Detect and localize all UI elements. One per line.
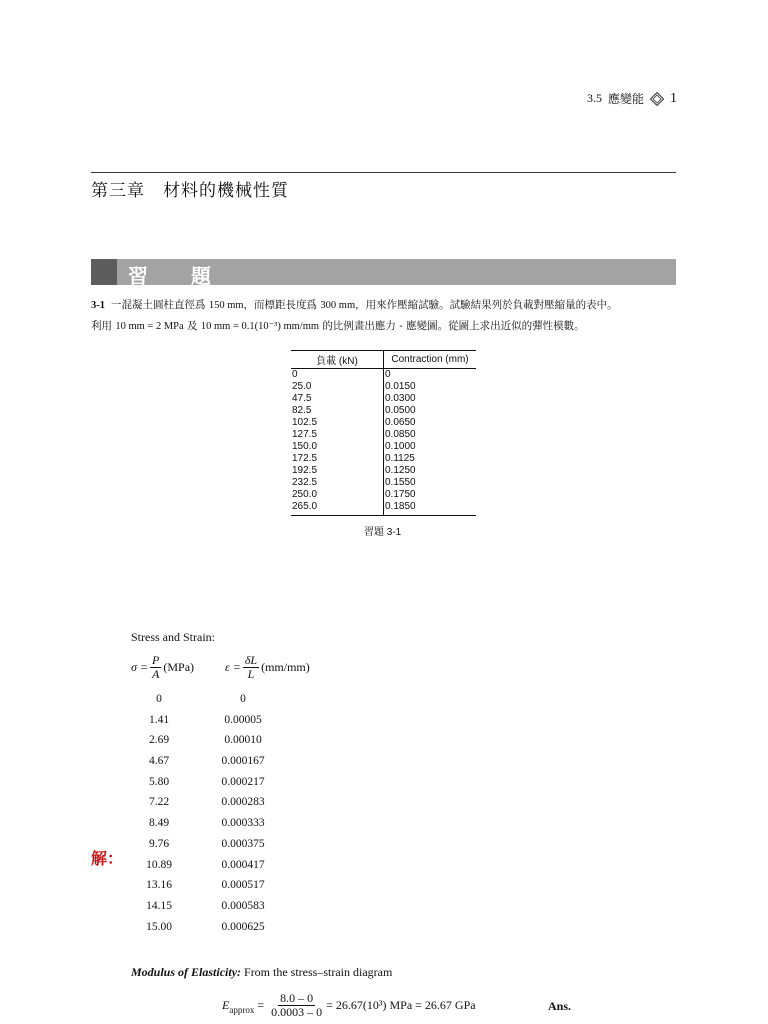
page-number: 1 [670, 90, 677, 106]
table-row [291, 429, 476, 441]
strain-value: 0.000583 [221, 899, 265, 912]
section-number: 3.5 [586, 91, 602, 105]
table-row [291, 453, 476, 465]
stress-numerator: P [152, 653, 160, 667]
load-cell: 150.0 [291, 441, 384, 453]
load-cell: 25.0 [291, 381, 384, 393]
stress-value: 2.69 [148, 734, 170, 747]
problem-text: 的比例畫出應力 - 應變圖。從圖上求出近似的彈性模數。 [319, 320, 585, 332]
load-header: 負載 (kN) [291, 351, 384, 369]
contraction-cell: 0.0650 [385, 417, 416, 428]
strain-value: 0.000375 [221, 837, 265, 850]
stress-formula-lhs: σ = [131, 660, 149, 674]
table-row [291, 369, 476, 382]
table-row [291, 393, 476, 405]
modulus-text: From the stress–strain diagram [241, 965, 393, 979]
stress-unit: (MPa) [163, 660, 195, 674]
table-row [291, 381, 476, 393]
strain-unit: (mm/mm) [261, 660, 310, 674]
stress-value: 0 [156, 693, 162, 705]
exercise-banner-title: 習 題 [128, 264, 229, 288]
problem-text: ，而標距長度爲 [243, 299, 321, 311]
contraction-cell: 0 [385, 369, 391, 380]
contraction-cell: 0.1250 [385, 465, 416, 476]
modulus-fraction [269, 992, 324, 1019]
exercise-banner-tab [91, 259, 117, 285]
contraction-header: Contraction (mm) [384, 351, 477, 369]
strain-formula [225, 654, 310, 681]
chapter-title: 第三章 材料的機械性質 [91, 181, 289, 201]
modulus-equals: = [254, 998, 268, 1012]
table-row [291, 477, 476, 489]
stress-value: 4.67 [148, 755, 170, 768]
stress-scale: 10 mm = 2 MPa [115, 321, 184, 332]
load-cell: 82.5 [291, 405, 384, 417]
load-cell: 0 [291, 369, 384, 382]
stress-values-column [136, 689, 182, 937]
gauge-length-value: 300 mm [320, 300, 356, 311]
stress-value: 7.22 [148, 796, 170, 809]
load-cell: 102.5 [291, 417, 384, 429]
answer-marker: Ans. [548, 999, 572, 1013]
stress-value: 8.49 [148, 817, 170, 830]
table-row [291, 405, 476, 417]
strain-fraction [243, 654, 259, 681]
stress-value: 9.76 [148, 837, 170, 850]
strain-value: 0.000417 [221, 858, 265, 871]
stress-value: 15.00 [146, 920, 172, 933]
load-cell: 47.5 [291, 393, 384, 405]
modulus-denominator: 0.0003 – 0 [271, 1005, 323, 1019]
stress-value: 10.89 [146, 858, 172, 871]
diamond-icon [650, 92, 664, 106]
strain-value: 0 [240, 693, 246, 705]
contraction-cell: 0.1000 [385, 441, 416, 452]
table-caption: 習題 3-1 [364, 527, 402, 538]
strain-numerator: δL [244, 653, 258, 667]
diameter-value: 150 mm [208, 300, 244, 311]
table-row [291, 465, 476, 477]
modulus-subscript: approx [229, 1004, 255, 1015]
strain-value: 0.00010 [224, 734, 262, 747]
modulus-numerator: 8.0 – 0 [280, 991, 314, 1005]
modulus-formula [222, 992, 476, 1019]
modulus-result: = 26.67(10³) MPa = 26.67 GPa [326, 998, 476, 1012]
running-header [587, 90, 677, 107]
stress-formula [131, 654, 194, 681]
stress-fraction [150, 654, 161, 681]
strain-scale: 10 mm = 0.1(10⁻³) mm/mm [200, 321, 320, 332]
strain-denominator: L [247, 667, 255, 681]
solution-label: 解： [91, 849, 124, 868]
modulus-label: Modulus of Elasticity: [131, 965, 242, 979]
contraction-cell: 0.1125 [385, 453, 415, 464]
load-cell: 127.5 [291, 429, 384, 441]
contraction-cell: 0.1750 [385, 489, 416, 500]
strain-value: 0.00005 [224, 713, 262, 726]
stress-value: 13.16 [146, 879, 172, 892]
problem-number: 3-1 [91, 300, 105, 311]
strain-value: 0.000217 [221, 775, 265, 788]
strain-value: 0.000283 [221, 796, 265, 809]
strain-value: 0.000625 [221, 920, 265, 933]
load-cell: 172.5 [291, 453, 384, 465]
strain-values-column [211, 689, 275, 937]
problem-statement [91, 295, 681, 337]
stress-value: 1.41 [148, 713, 170, 726]
problem-text: 利用 [91, 320, 116, 332]
stress-value: 14.15 [146, 899, 172, 912]
table-row [291, 489, 476, 501]
contraction-cell: 0.0150 [385, 381, 416, 392]
contraction-cell: 0.0500 [385, 405, 416, 416]
load-cell: 232.5 [291, 477, 384, 489]
chapter-rule [91, 172, 676, 173]
section-title: 應變能 [607, 92, 644, 106]
contraction-cell: 0.1850 [384, 501, 477, 516]
load-cell: 250.0 [291, 489, 384, 501]
strain-value: 0.000333 [221, 817, 265, 830]
table-row [291, 417, 476, 429]
contraction-cell: 0.0850 [385, 429, 416, 440]
table-row [291, 501, 476, 516]
load-contraction-table [291, 350, 476, 516]
strain-formula-lhs: ε = [225, 660, 241, 674]
stress-value: 5.80 [148, 775, 170, 788]
strain-value: 0.000167 [221, 755, 265, 768]
stress-denominator: A [152, 667, 160, 681]
contraction-cell: 0.0300 [385, 393, 416, 404]
strain-value: 0.000517 [221, 879, 265, 892]
modulus-symbol: E [222, 998, 230, 1012]
load-cell: 265.0 [291, 501, 384, 516]
load-cell: 192.5 [291, 465, 384, 477]
problem-text: 一混凝土圓柱直徑爲 [111, 299, 209, 311]
table-header-row [291, 351, 476, 369]
contraction-cell: 0.1550 [385, 477, 416, 488]
table-row [291, 441, 476, 453]
solution-heading: Stress and Strain: [131, 630, 215, 644]
problem-text: ，用來作壓縮試驗。試驗結果列於負載對壓縮量的表中。 [355, 299, 618, 311]
problem-text: 及 [183, 320, 201, 332]
modulus-line [131, 965, 392, 980]
